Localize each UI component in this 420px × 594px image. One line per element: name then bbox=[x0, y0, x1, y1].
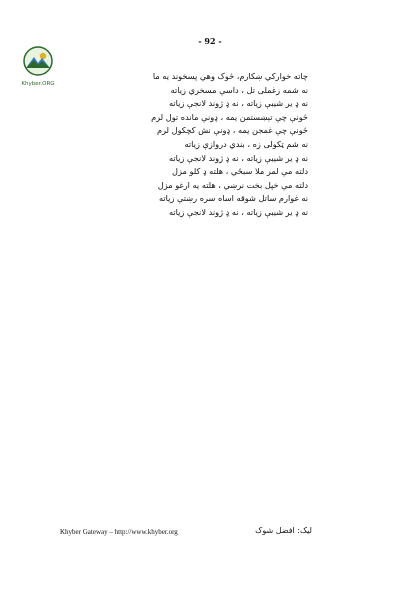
poem-line: نه شم ټکولی زه ، بندي دروازې زياته bbox=[184, 138, 308, 149]
poem-line: دلته مې خپل بخت نرښي ، هلته يه ارغو مزل bbox=[157, 179, 308, 190]
khyber-logo bbox=[18, 46, 58, 87]
poem-line: نه شمه زغملی تل ، داسې مسخري زياته bbox=[170, 84, 308, 95]
poem-line: څونې چې تېښستمن يمه ، ډونې مانده تول لرم bbox=[151, 111, 308, 122]
footer-source: Khyber Gateway – http://www.khyber.org bbox=[60, 528, 178, 536]
logo-text: Khyber.ORG bbox=[21, 81, 55, 87]
poem-line: څونې چې غمجن يمه ، ډونې نش کچکول لرم bbox=[156, 125, 308, 136]
poem-line: چاته خوارکي ښکارم، څوک وهي پسخوند يه ما bbox=[152, 71, 308, 81]
footer-author: ليک: افضل شوک bbox=[255, 526, 312, 535]
poem-text bbox=[151, 70, 308, 220]
poem-line: نه ډ ير شيبې زياته ، نه ډ ژوند لانجې زياته bbox=[168, 206, 308, 217]
poem-line: نه ډ ير شيبې زياته ، نه ډ ژوند لانجې زياته bbox=[168, 98, 308, 109]
mountain-emblem-icon bbox=[23, 46, 53, 76]
page-number: - 92 - bbox=[198, 36, 222, 46]
poem-line: نه غوارم ساتل شوقه اساه سره رښتې زياته bbox=[158, 193, 308, 204]
poem-line: نه ډ ير شيبې زياته ، نه ډ ژوند لانجې زياته bbox=[168, 152, 308, 163]
poem-line: دلته مې لمر ملا سبځي ، هلته ډ کلو مزل bbox=[172, 166, 308, 177]
